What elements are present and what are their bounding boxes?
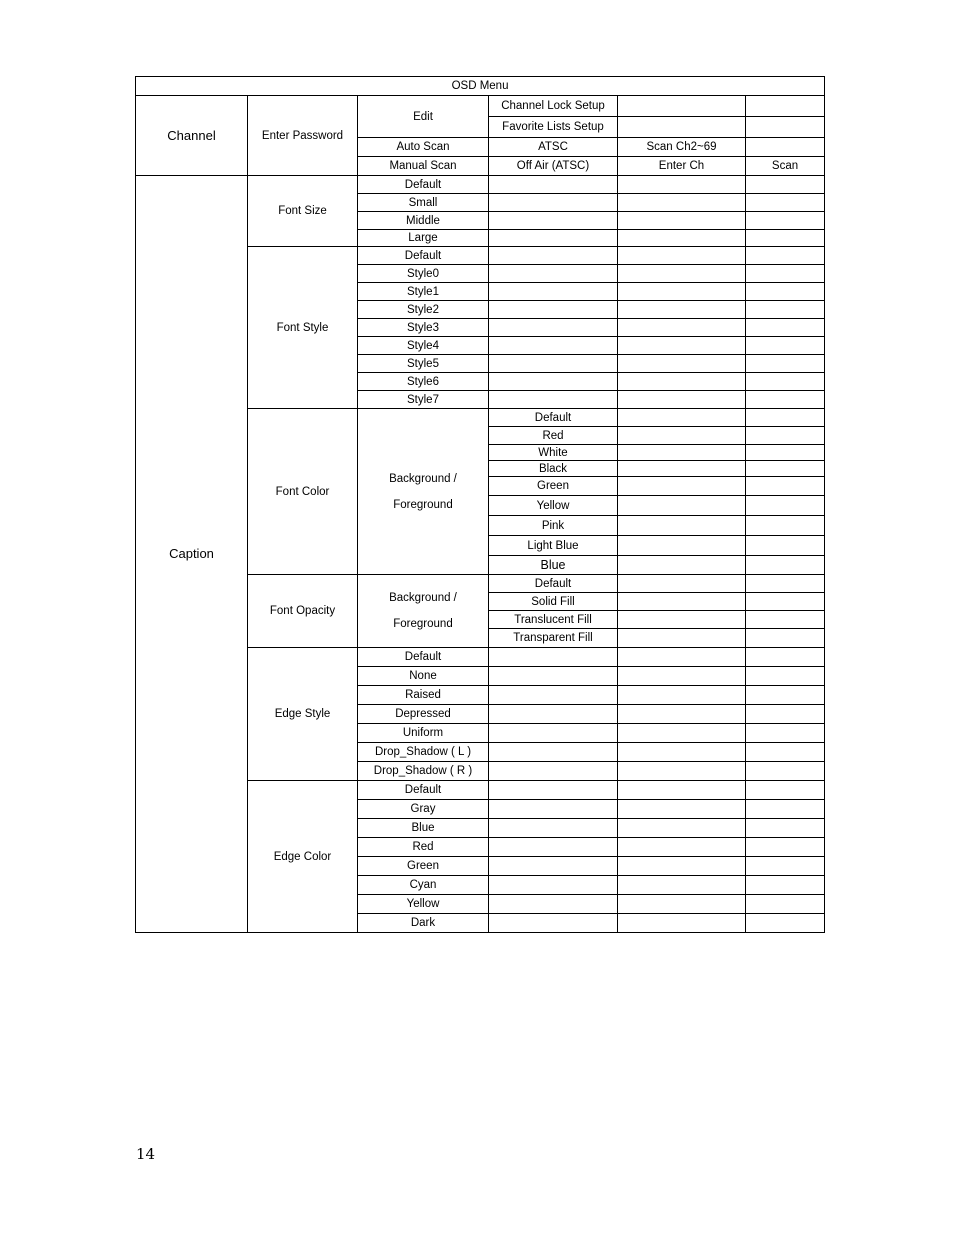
edge-style-option: Depressed (358, 705, 489, 724)
empty-cell (489, 301, 618, 319)
font-opacity-label: Font Opacity (248, 575, 358, 648)
empty-cell (489, 800, 618, 819)
empty-cell (746, 409, 825, 427)
empty-cell (618, 391, 746, 409)
empty-cell (618, 648, 746, 667)
empty-cell (618, 781, 746, 800)
font-color-option: Blue (489, 556, 618, 575)
empty-cell (746, 247, 825, 265)
empty-cell (489, 781, 618, 800)
empty-cell (618, 611, 746, 629)
empty-cell (746, 301, 825, 319)
empty-cell (618, 96, 746, 117)
empty-cell (746, 445, 825, 461)
empty-cell (618, 319, 746, 337)
empty-cell (746, 629, 825, 648)
empty-cell (489, 667, 618, 686)
empty-cell (618, 373, 746, 391)
empty-cell (746, 176, 825, 194)
page-number: 14 (136, 1145, 156, 1163)
empty-cell (489, 724, 618, 743)
auto-scan-label: Auto Scan (358, 138, 489, 157)
edge-color-option: Dark (358, 914, 489, 933)
empty-cell (746, 781, 825, 800)
empty-cell (489, 283, 618, 301)
edge-style-option: None (358, 667, 489, 686)
font-size-option: Default (358, 176, 489, 194)
empty-cell (746, 283, 825, 301)
edge-color-option: Green (358, 857, 489, 876)
osd-menu-table (135, 76, 825, 933)
empty-cell (746, 762, 825, 781)
font-color-option: Pink (489, 516, 618, 536)
empty-cell (618, 337, 746, 355)
empty-cell (746, 355, 825, 373)
empty-cell (746, 914, 825, 933)
empty-cell (746, 743, 825, 762)
empty-cell (489, 265, 618, 283)
empty-cell (618, 857, 746, 876)
empty-cell (489, 686, 618, 705)
empty-cell (618, 593, 746, 611)
favorite-lists-setup-label: Favorite Lists Setup (489, 117, 618, 138)
empty-cell (618, 914, 746, 933)
empty-cell (489, 876, 618, 895)
empty-cell (618, 743, 746, 762)
edge-color-option: Default (358, 781, 489, 800)
empty-cell (618, 705, 746, 724)
empty-cell (489, 373, 618, 391)
empty-cell (746, 427, 825, 445)
font-opacity-option: Default (489, 575, 618, 593)
empty-cell (489, 176, 618, 194)
empty-cell (746, 319, 825, 337)
empty-cell (746, 96, 825, 117)
font-opacity-option: Translucent Fill (489, 611, 618, 629)
empty-cell (618, 686, 746, 705)
empty-cell (746, 593, 825, 611)
empty-cell (489, 247, 618, 265)
empty-cell (618, 355, 746, 373)
font-color-option: Yellow (489, 496, 618, 516)
empty-cell (746, 724, 825, 743)
empty-cell (746, 876, 825, 895)
font-size-option: Large (358, 230, 489, 247)
empty-cell (746, 536, 825, 556)
font-opacity-option: Solid Fill (489, 593, 618, 611)
font-style-option: Style0 (358, 265, 489, 283)
empty-cell (489, 230, 618, 247)
enter-password-label: Enter Password (248, 96, 358, 176)
edge-color-option: Cyan (358, 876, 489, 895)
empty-cell (746, 194, 825, 212)
empty-cell (489, 391, 618, 409)
font-style-option: Style6 (358, 373, 489, 391)
empty-cell (618, 762, 746, 781)
edge-color-option: Blue (358, 819, 489, 838)
atsc-label: ATSC (489, 138, 618, 157)
font-color-option: Green (489, 477, 618, 496)
font-style-label: Font Style (248, 247, 358, 409)
empty-cell (746, 800, 825, 819)
empty-cell (618, 247, 746, 265)
empty-cell (618, 117, 746, 138)
empty-cell (746, 265, 825, 283)
empty-cell (618, 427, 746, 445)
font-color-option: Default (489, 409, 618, 427)
empty-cell (618, 265, 746, 283)
empty-cell (489, 895, 618, 914)
empty-cell (746, 819, 825, 838)
font-style-option: Style3 (358, 319, 489, 337)
empty-cell (746, 611, 825, 629)
empty-cell (746, 496, 825, 516)
empty-cell (618, 176, 746, 194)
empty-cell (746, 337, 825, 355)
empty-cell (489, 743, 618, 762)
empty-cell (618, 629, 746, 648)
empty-cell (746, 477, 825, 496)
empty-cell (618, 800, 746, 819)
edge-color-option: Red (358, 838, 489, 857)
empty-cell (489, 819, 618, 838)
enter-ch-label: Enter Ch (618, 157, 746, 176)
font-style-option: Style2 (358, 301, 489, 319)
empty-cell (489, 337, 618, 355)
empty-cell (746, 212, 825, 230)
font-color-label: Font Color (248, 409, 358, 575)
empty-cell (618, 575, 746, 593)
empty-cell (746, 705, 825, 724)
empty-cell (618, 556, 746, 575)
empty-cell (746, 575, 825, 593)
empty-cell (618, 667, 746, 686)
font-style-option: Style1 (358, 283, 489, 301)
empty-cell (618, 724, 746, 743)
empty-cell (746, 461, 825, 477)
empty-cell (618, 477, 746, 496)
font-size-option: Middle (358, 212, 489, 230)
manual-scan-label: Manual Scan (358, 157, 489, 176)
empty-cell (489, 762, 618, 781)
empty-cell (746, 857, 825, 876)
background-text: Background / (389, 472, 457, 485)
empty-cell (746, 117, 825, 138)
font-size-label: Font Size (248, 176, 358, 247)
empty-cell (618, 496, 746, 516)
edge-color-option: Gray (358, 800, 489, 819)
empty-cell (618, 876, 746, 895)
empty-cell (618, 445, 746, 461)
edge-style-option: Default (358, 648, 489, 667)
font-style-option: Style7 (358, 391, 489, 409)
empty-cell (746, 667, 825, 686)
off-air-label: Off Air (ATSC) (489, 157, 618, 176)
empty-cell (746, 373, 825, 391)
empty-cell (618, 461, 746, 477)
empty-cell (746, 230, 825, 247)
empty-cell (746, 556, 825, 575)
empty-cell (618, 301, 746, 319)
empty-cell (489, 705, 618, 724)
caption-label: Caption (136, 176, 248, 933)
font-color-bg-fg-cell (358, 409, 489, 575)
font-color-option: Light Blue (489, 536, 618, 556)
empty-cell (746, 838, 825, 857)
channel-label: Channel (136, 96, 248, 176)
empty-cell (746, 648, 825, 667)
table-header: OSD Menu (136, 77, 825, 96)
background-text: Background / (389, 592, 457, 604)
empty-cell (489, 355, 618, 373)
empty-cell (746, 138, 825, 157)
font-style-option: Style5 (358, 355, 489, 373)
font-color-option: Black (489, 461, 618, 477)
empty-cell (618, 838, 746, 857)
empty-cell (489, 857, 618, 876)
empty-cell (489, 194, 618, 212)
empty-cell (746, 686, 825, 705)
edge-style-option: Uniform (358, 724, 489, 743)
edge-color-option: Yellow (358, 895, 489, 914)
edit-label: Edit (358, 96, 489, 138)
empty-cell (618, 536, 746, 556)
empty-cell (618, 516, 746, 536)
empty-cell (618, 819, 746, 838)
font-style-option: Default (358, 247, 489, 265)
empty-cell (489, 914, 618, 933)
font-size-option: Small (358, 194, 489, 212)
font-color-option: White (489, 445, 618, 461)
empty-cell (746, 391, 825, 409)
empty-cell (618, 283, 746, 301)
edge-style-option: Drop_Shadow ( R ) (358, 762, 489, 781)
empty-cell (489, 319, 618, 337)
empty-cell (618, 409, 746, 427)
scan-label: Scan (746, 157, 825, 176)
font-opacity-bg-fg-cell (358, 575, 489, 648)
font-color-option: Red (489, 427, 618, 445)
edge-style-option: Drop_Shadow ( L ) (358, 743, 489, 762)
font-opacity-option: Transparent Fill (489, 629, 618, 648)
foreground-text: Foreground (393, 618, 453, 630)
empty-cell (489, 212, 618, 230)
empty-cell (618, 895, 746, 914)
empty-cell (618, 212, 746, 230)
empty-cell (489, 838, 618, 857)
scan-range-label: Scan Ch2~69 (618, 138, 746, 157)
empty-cell (618, 230, 746, 247)
edge-color-label: Edge Color (248, 781, 358, 933)
foreground-text: Foreground (393, 498, 453, 511)
empty-cell (618, 194, 746, 212)
empty-cell (489, 648, 618, 667)
edge-style-option: Raised (358, 686, 489, 705)
empty-cell (746, 895, 825, 914)
font-style-option: Style4 (358, 337, 489, 355)
channel-lock-setup-label: Channel Lock Setup (489, 96, 618, 117)
edge-style-label: Edge Style (248, 648, 358, 781)
empty-cell (746, 516, 825, 536)
